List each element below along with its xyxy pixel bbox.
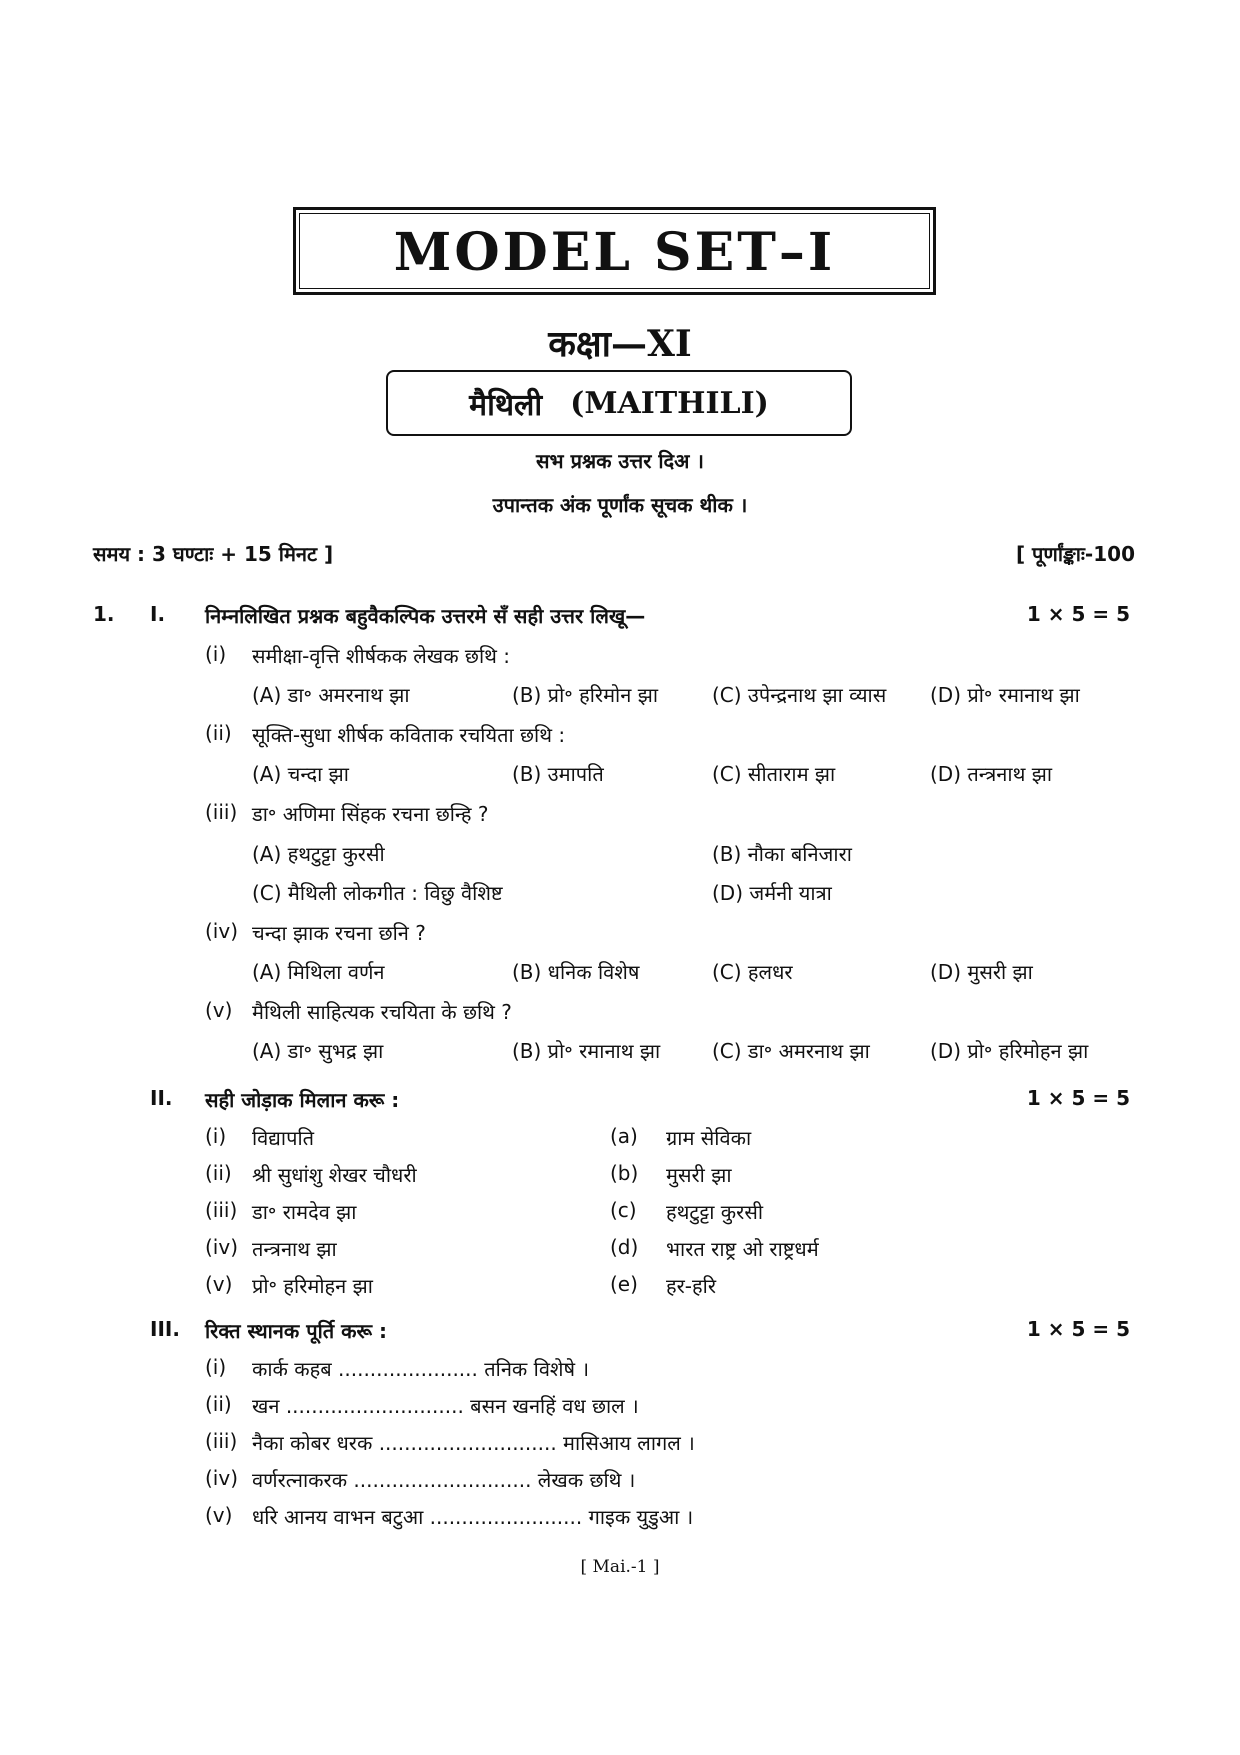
marks-label: 1 × 5 = 5 xyxy=(1026,1317,1130,1341)
instruction-1: सभ प्रश्नक उत्तर दिअ । xyxy=(536,449,704,473)
option: (D) प्रो॰ रमानाथ झा xyxy=(930,683,1080,707)
match-right-text: हर-हरि xyxy=(666,1274,716,1298)
match-right-number: (a) xyxy=(610,1124,638,1148)
part-label: III. xyxy=(150,1317,180,1341)
item-number: (iii) xyxy=(205,1429,238,1453)
question-text: चन्दा झाक रचना छनि ? xyxy=(252,921,426,945)
option: (C) हलधर xyxy=(712,960,793,984)
option: (A) चन्दा झा xyxy=(252,762,349,786)
page-footer: [ Mai.-1 ] xyxy=(580,1557,660,1577)
fill-blank-text: खन ............................ बसन खनहिं वध छाल । xyxy=(252,1394,639,1418)
option: (C) मैथिली लोकगीत : विछु वैशिष्ट xyxy=(252,881,503,905)
match-right-number: (b) xyxy=(610,1161,639,1185)
title-box xyxy=(293,207,936,295)
match-right-text: भारत राष्ट्र ओ राष्ट्रधर्म xyxy=(666,1237,819,1261)
match-right-number: (c) xyxy=(610,1198,637,1222)
item-number: (v) xyxy=(205,1503,233,1527)
option: (D) तन्त्रनाथ झा xyxy=(930,762,1053,786)
option: (B) प्रो॰ हरिमोन झा xyxy=(512,683,658,707)
option: (D) मुसरी झा xyxy=(930,960,1033,984)
marks-label: 1 × 5 = 5 xyxy=(1026,602,1130,626)
item-number: (i) xyxy=(205,1355,227,1379)
question-number: 1. xyxy=(93,602,115,626)
item-number: (ii) xyxy=(205,1392,232,1416)
part-label: I. xyxy=(150,602,166,626)
item-number: (iii) xyxy=(205,800,238,824)
item-number: (ii) xyxy=(205,721,232,745)
fill-blank-text: वर्णरत्नाकरक ............................ लेखक छथि । xyxy=(252,1468,636,1492)
marks-label: 1 × 5 = 5 xyxy=(1026,1086,1130,1110)
part-label: II. xyxy=(150,1086,173,1110)
question-text: डा॰ अणिमा सिंहक रचना छन्हि ? xyxy=(252,802,489,826)
subject-english: (MAITHILI) xyxy=(570,385,769,421)
option: (B) प्रो॰ रमानाथ झा xyxy=(512,1039,661,1063)
match-left-number: (i) xyxy=(205,1124,227,1148)
part-heading: सही जोड़ाक मिलान करू : xyxy=(205,1088,400,1112)
match-right-text: ग्राम सेविका xyxy=(666,1126,752,1150)
match-left-number: (v) xyxy=(205,1272,233,1296)
option: (A) डा॰ सुभद्र झा xyxy=(252,1039,384,1063)
option: (B) धनिक विशेष xyxy=(512,960,640,984)
match-left-text: तन्त्रनाथ झा xyxy=(252,1237,337,1261)
full-marks: [ पूर्णांङ्काः-100 xyxy=(1015,542,1135,566)
match-left-number: (iii) xyxy=(205,1198,238,1222)
item-number: (i) xyxy=(205,642,227,666)
instruction-2: उपान्तक अंक पूर्णांक सूचक थीक । xyxy=(492,493,748,517)
question-text: मैथिली साहित्यक रचयिता के छथि ? xyxy=(252,1000,512,1024)
match-left-text: विद्यापति xyxy=(252,1126,315,1150)
option: (A) मिथिला वर्णन xyxy=(252,960,385,984)
match-left-number: (iv) xyxy=(205,1235,238,1259)
match-left-number: (ii) xyxy=(205,1161,232,1185)
option: (D) जर्मनी यात्रा xyxy=(712,881,832,905)
item-number: (v) xyxy=(205,998,233,1022)
option: (C) डा॰ अमरनाथ झा xyxy=(712,1039,870,1063)
match-left-text: डा॰ रामदेव झा xyxy=(252,1200,357,1224)
match-left-text: प्रो॰ हरिमोहन झा xyxy=(252,1274,373,1298)
option: (B) उमापति xyxy=(512,762,604,786)
option: (C) सीताराम झा xyxy=(712,762,836,786)
match-left-text: श्री सुधांशु शेखर चौधरी xyxy=(252,1163,417,1187)
match-right-text: हथटुट्टा कुरसी xyxy=(666,1200,764,1224)
part-heading: रिक्त स्थानक पूर्ति करू : xyxy=(205,1319,387,1343)
option: (A) डा॰ अमरनाथ झा xyxy=(252,683,410,707)
item-number: (iv) xyxy=(205,1466,238,1490)
class-line: कक्षा—XI xyxy=(548,323,692,365)
part-heading: निम्नलिखित प्रश्नक बहुवैकल्पिक उत्तरमे सँ सही उत्तर लिखू— xyxy=(205,604,646,628)
question-text: समीक्षा-वृत्ति शीर्षकक लेखक छथि : xyxy=(252,644,511,668)
fill-blank-text: धरि आनय वाभन बटुआ ........................ गाइक युडुआ । xyxy=(252,1505,694,1529)
match-right-number: (d) xyxy=(610,1235,639,1259)
match-right-text: मुसरी झा xyxy=(666,1163,732,1187)
option: (D) प्रो॰ हरिमोहन झा xyxy=(930,1039,1089,1063)
subject-hindi: मैथिली xyxy=(469,387,543,423)
match-right-number: (e) xyxy=(610,1272,638,1296)
option: (C) उपेन्द्रनाथ झा व्यास xyxy=(712,683,887,707)
time-label: समय : 3 घण्टाः + 15 मिनट ] xyxy=(93,542,334,566)
item-number: (iv) xyxy=(205,919,238,943)
fill-blank-text: नैका कोबर धरक ............................ मासिआय लागल । xyxy=(252,1431,695,1455)
option: (A) हथटुट्टा कुरसी xyxy=(252,842,385,866)
fill-blank-text: कार्क कहब ...................... तनिक विशेषे । xyxy=(252,1357,590,1381)
option: (B) नौका बनिजारा xyxy=(712,842,852,866)
question-text: सूक्ति-सुधा शीर्षक कविताक रचयिता छथि : xyxy=(252,723,566,747)
subject-box xyxy=(386,370,852,436)
page-title: MODEL SET–I xyxy=(393,222,836,283)
